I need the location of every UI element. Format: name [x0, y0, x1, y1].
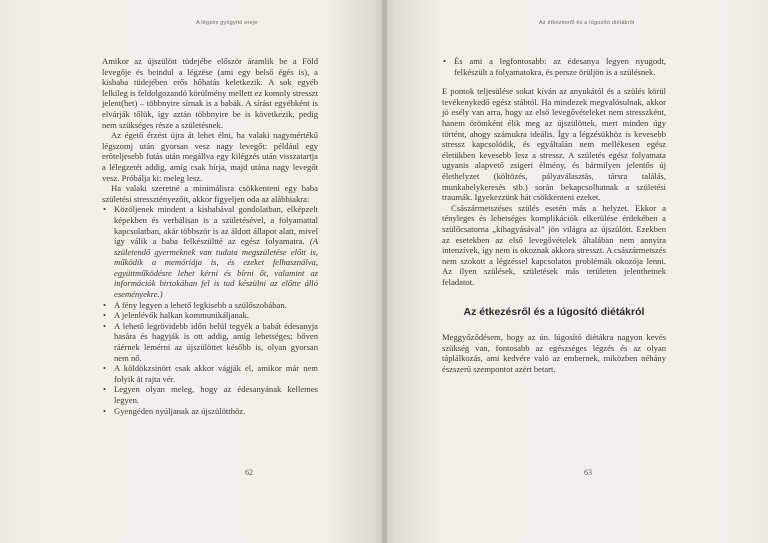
bullet-text: Közöljenek mindent a kisbabával gondolatban, elképzelt képekben és verbálisan is a születésével, a folyamattal kapcsolatban, akár többször is az áldott állapot alatt, mivel így válik a baba felkészültté az egész folyamatra.: [114, 204, 318, 247]
list-item: [442, 56, 666, 77]
bullet-text: És ami a legfontosabb: az édesanya legyen nyugodt, felkészült a folyamatokra, és persze örüljön is a szülésnek.: [454, 56, 666, 77]
list-item: [102, 321, 318, 363]
right-page-number: 63: [584, 468, 592, 477]
left-page-content: [102, 56, 318, 416]
left-running-head: A légzés gyógyító ereje: [196, 20, 258, 26]
bullet-marker: •: [103, 363, 107, 374]
bullet-text: Gyengéden nyúljanak az újszülötthöz.: [114, 405, 246, 416]
left-paragraph-1: Amikor az újszülött tüdejébe először áramlik be a Föld levegője és beindul a légzése (ami egy belső égés is), a kisbaba tüdejében erős hőhatás keletkezik. A sok egyéb lelkileg is feldolgozandó körülmény mellett ez komoly stresszt jelent(het) – többnyire sírnak is a babák. A sírást egyébként is elvárják tőlük, így aztán többnyire be is következik, pedig nem szükséges része a születésnek.: [102, 56, 318, 130]
bullet-text: A köldökzsinórt csak akkor vágják el, amikor már nem folyik át rajta vér.: [114, 363, 318, 384]
right-paragraph-1: E pontok teljesülése sokat kíván az anyukától és a szülés körül tevékenykedő egész stábtól. Ha mindezek megvalósulnak, akkor jó esély van arra, hogy az első levegővételeket nem stresszként, hanem örömként élik meg az újszülöttek, mert minden úgy történt, ahogy számukra ideális. Így a légzésükhöz is kevesebb stressz kapcsolódik, és egyáltalán nem mellékesen egész életükben kevesebb lesz a stressz. A születés egész folyamata ugyanis alapvető zsigeri élmény, és bármilyen jelentős új élethelyzet (költözés, pályaválasztás, társra találás, munkahelykeresés stb.) során bekapcsolhatnak a születési traumák. Igyekezzünk hát csökkenteni ezeket.: [442, 86, 666, 203]
right-bullet-list: [442, 56, 666, 77]
list-item: [102, 204, 318, 299]
list-item: [102, 363, 318, 384]
bullet-text: Legyen olyan meleg, hogy az édesanyának kellemes legyen.: [114, 384, 318, 405]
bullet-marker: •: [103, 405, 107, 416]
bullet-text: A jelenlévők halkan kommunikáljanak.: [114, 310, 250, 321]
book-gutter: [382, 0, 387, 543]
list-item: [102, 384, 318, 405]
right-page-content: [442, 56, 666, 374]
right-page: [384, 0, 768, 543]
bullet-marker: •: [443, 56, 447, 66]
bullet-text: A fény legyen a lehető legkisebb a szülőszobában.: [114, 299, 287, 310]
bullet-marker: •: [103, 320, 107, 331]
left-page-number: 62: [245, 468, 253, 477]
list-item: [102, 310, 318, 321]
section-title: Az étkezésről és a lúgosító diétákról: [463, 306, 645, 319]
bullet-marker: •: [103, 310, 107, 321]
bullet-marker: •: [103, 384, 107, 395]
bullet-text: A lehető legrövidebb időn belül tegyék a babát édesanyja hasára és hagyják is ott addig, amíg lehetséges; bőven ráérnek lemérni az újszülöttet később is, olyan gyorsan nem nő.: [114, 320, 318, 363]
bullet-marker: •: [103, 299, 107, 310]
list-item: [102, 406, 318, 417]
right-running-head: Az étkezésről és a lúgosító diétákról: [539, 20, 635, 26]
bullet-italic-note: (A születendő gyermeknek van tudata megszületése előtt is, működik a memóriája is, és ezeket felhasználva, együttműködésre lehet kérni és bírni őt, valamint az információk birtokában fel is tud készülni az előtte álló eseményekre.): [114, 236, 318, 300]
right-paragraph-2: Császármetszéses szülés esetén más a helyzet. Ekkor a tényleges és lehetséges komplikációk elkerülése érdekében a szülőcsatorna „kihagyásával” jön világra az újszülött. Ezekben az esetekben az első levegővételek általában nem annyira intenzívek, így nem is okoznak akkora stresszt. A császármetszés nem szokott a légzéssel kapcsolatos problémák okozója lenni. Az ilyen szülések, születések más területen jelenthetnek feladatot.: [442, 202, 666, 287]
list-item: [102, 300, 318, 311]
bullet-marker: •: [103, 204, 107, 215]
left-paragraph-2: Az égető érzést újra át lehet élni, ha valaki nagymértékű légszomj után gyorsan vesz nagy levegőt: például egy erőteljesebb futás után megállva egy kilégzés után visszatartja a lélegzetét addig, amíg csak bírja, majd utána nagy levegőt vesz. Próbálja ki: meleg lesz.: [102, 130, 318, 183]
section-paragraph: Meggyőződésem, hogy az ún. lúgosító diétákra nagyon kevés szükség van, fontosabb az egészséges légzés és az olyan táplálkozás, ami kedvére való az embernek, miközben néhány észszerű szempontot azért betart.: [442, 332, 666, 374]
left-bullet-list: [102, 204, 318, 416]
left-paragraph-3: Ha valaki szeretné a minimálisra csökkenteni egy baba születési stressztényezőit, akkor figyeljen oda az alábbiakra:: [102, 183, 318, 204]
